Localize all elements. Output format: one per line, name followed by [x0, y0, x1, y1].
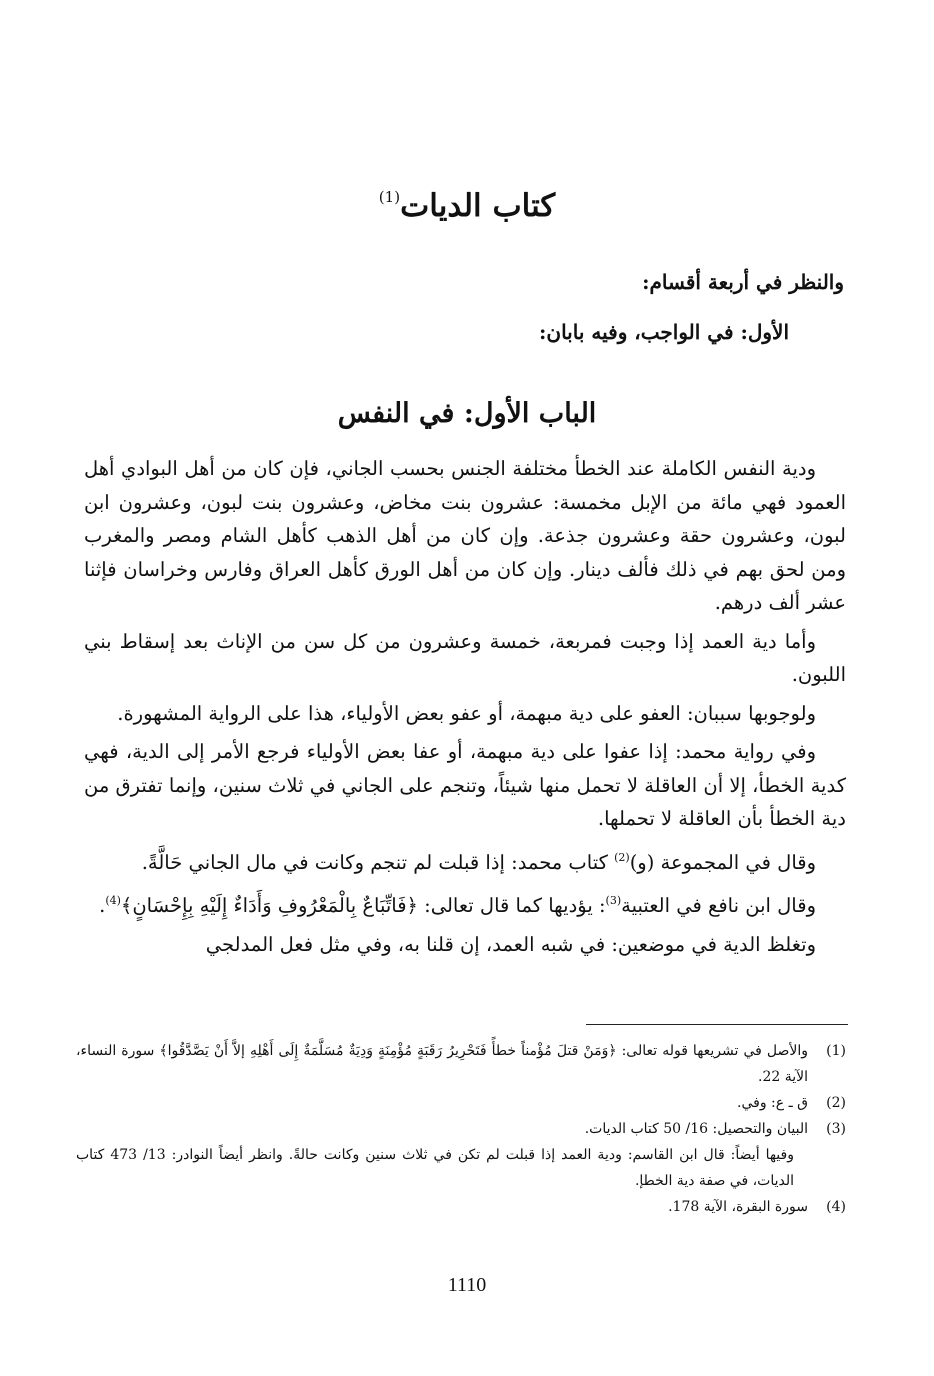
- footnote-ref: (3): [605, 894, 622, 907]
- footnote-text: سورة البقرة، الآية 178.: [668, 1199, 808, 1215]
- paragraph: وأما دية العمد إذا وجبت فمربعة، خمسة وعشرون من كل سن من الإناث بعد إسقاط بني اللبون.: [84, 629, 846, 686]
- footnote-text: وفيها أيضاً: قال ابن القاسم: ودية العمد إذا قبلت لم تكن في ثلاث سنين وكانت حالةً. وانظر أيضاً النوادر: 13/ 473 كتاب الديات، في صفة دية الخطإ.: [76, 1147, 794, 1189]
- footnote-number: (1): [826, 1043, 846, 1059]
- chapter-title: الباب الأول: في النفس: [337, 398, 597, 429]
- footnote-number: (2): [826, 1095, 846, 1111]
- book-title: [0, 188, 934, 224]
- paragraph-text: وقال ابن نافع في العتبية: [621, 894, 816, 917]
- main-text: [84, 452, 846, 966]
- footnote: [76, 1116, 846, 1142]
- footnote-ref: (4): [105, 894, 121, 907]
- footnote: [76, 1194, 846, 1220]
- paragraph: [84, 841, 846, 880]
- paragraph-text: وقال في المجموعة (و): [629, 850, 816, 874]
- footnote-text: والأصل في تشريعها قوله تعالى: ﴿وَمَنْ قتلَ مُؤْمناً خطأً فَتَحْرِيرُ رَقَبَةٍ مُؤْمِنَةٍ وَدِيَةٌ مُسَلَّمَةٌ إِلَى أَهْلِهِ إلاَّ أَنْ يَصَّدَّقُوا﴾ سورة النساء، الآية 22.: [76, 1043, 808, 1085]
- paragraph: وفي رواية محمد: إذا عفوا على دية مبهمة، أو عفا بعض الأولياء فرجع الأمر إلى الدية، فهي كدية الخطأ، إلا أن العاقلة لا تحمل منها شيئاً، وتنجم على الجاني في ثلاث سنين، وإنما تفترق من دية الخطأ بأن العاقلة لا تحملها.: [84, 740, 846, 830]
- footnote-number: (3): [826, 1121, 846, 1137]
- quran-quote: : يؤديها كما قال تعالى: ﴿فَاتِّبَاعٌ بِالْمَعْرُوفِ وَأَدَاءٌ إِلَيْهِ بِإِحْسَانٍ﴾: [120, 894, 606, 917]
- paragraph: وتغلظ الدية في موضعين: في شبه العمد، إن قلنا به، وفي مثل فعل المدلجي: [205, 932, 816, 956]
- footnote: [76, 1038, 846, 1090]
- footnote-ref: (1): [378, 188, 401, 206]
- footnote-ref: (2): [614, 850, 630, 864]
- paragraph: [84, 884, 846, 923]
- intro-heading: والنظر في أربعة أقسام:: [642, 270, 844, 294]
- paragraph-text: كتاب محمد: إذا قبلت لم تنجم وكانت في مال الجاني حَالَّةً.: [141, 850, 615, 874]
- paragraph: ودية النفس الكاملة عند الخطأ مختلفة الجنس بحسب الجاني، فإن كان من أهل البوادي أهل العمود فهي مائة من الإبل مخمسة: عشرون بنت مخاض، وعشرون بنت لبون، وعشرون ابن لبون، وعشرون حقة وعشرون جذعة. وإن كان من أهل الذهب كأهل الشام ومصر والمغرب ومن لحق بهم في ذلك فألف دينار. وإن كان من أهل الورق كأهل العراق وفارس وخراسان فإثنا عشر ألف درهم.: [84, 457, 846, 614]
- book-title-text: كتاب الديات: [400, 188, 556, 224]
- footnote: [76, 1090, 846, 1116]
- page-number: 1110: [447, 1274, 487, 1296]
- paragraph: ولوجوبها سببان: العفو على دية مبهمة، أو عفو بعض الأولياء، هذا على الرواية المشهورة.: [117, 701, 816, 725]
- footnotes: [76, 1038, 846, 1220]
- paragraph-text: .: [99, 894, 106, 917]
- footnote-continuation: [76, 1142, 846, 1194]
- footnote-text: ق ـ ع: وفي.: [737, 1095, 808, 1111]
- footnote-text: البيان والتحصيل: 16/ 50 كتاب الديات.: [584, 1121, 808, 1137]
- footnote-divider: [586, 1024, 848, 1025]
- footnote-number: (4): [826, 1199, 846, 1215]
- section-heading: الأول: في الواجب، وفيه بابان:: [539, 320, 789, 344]
